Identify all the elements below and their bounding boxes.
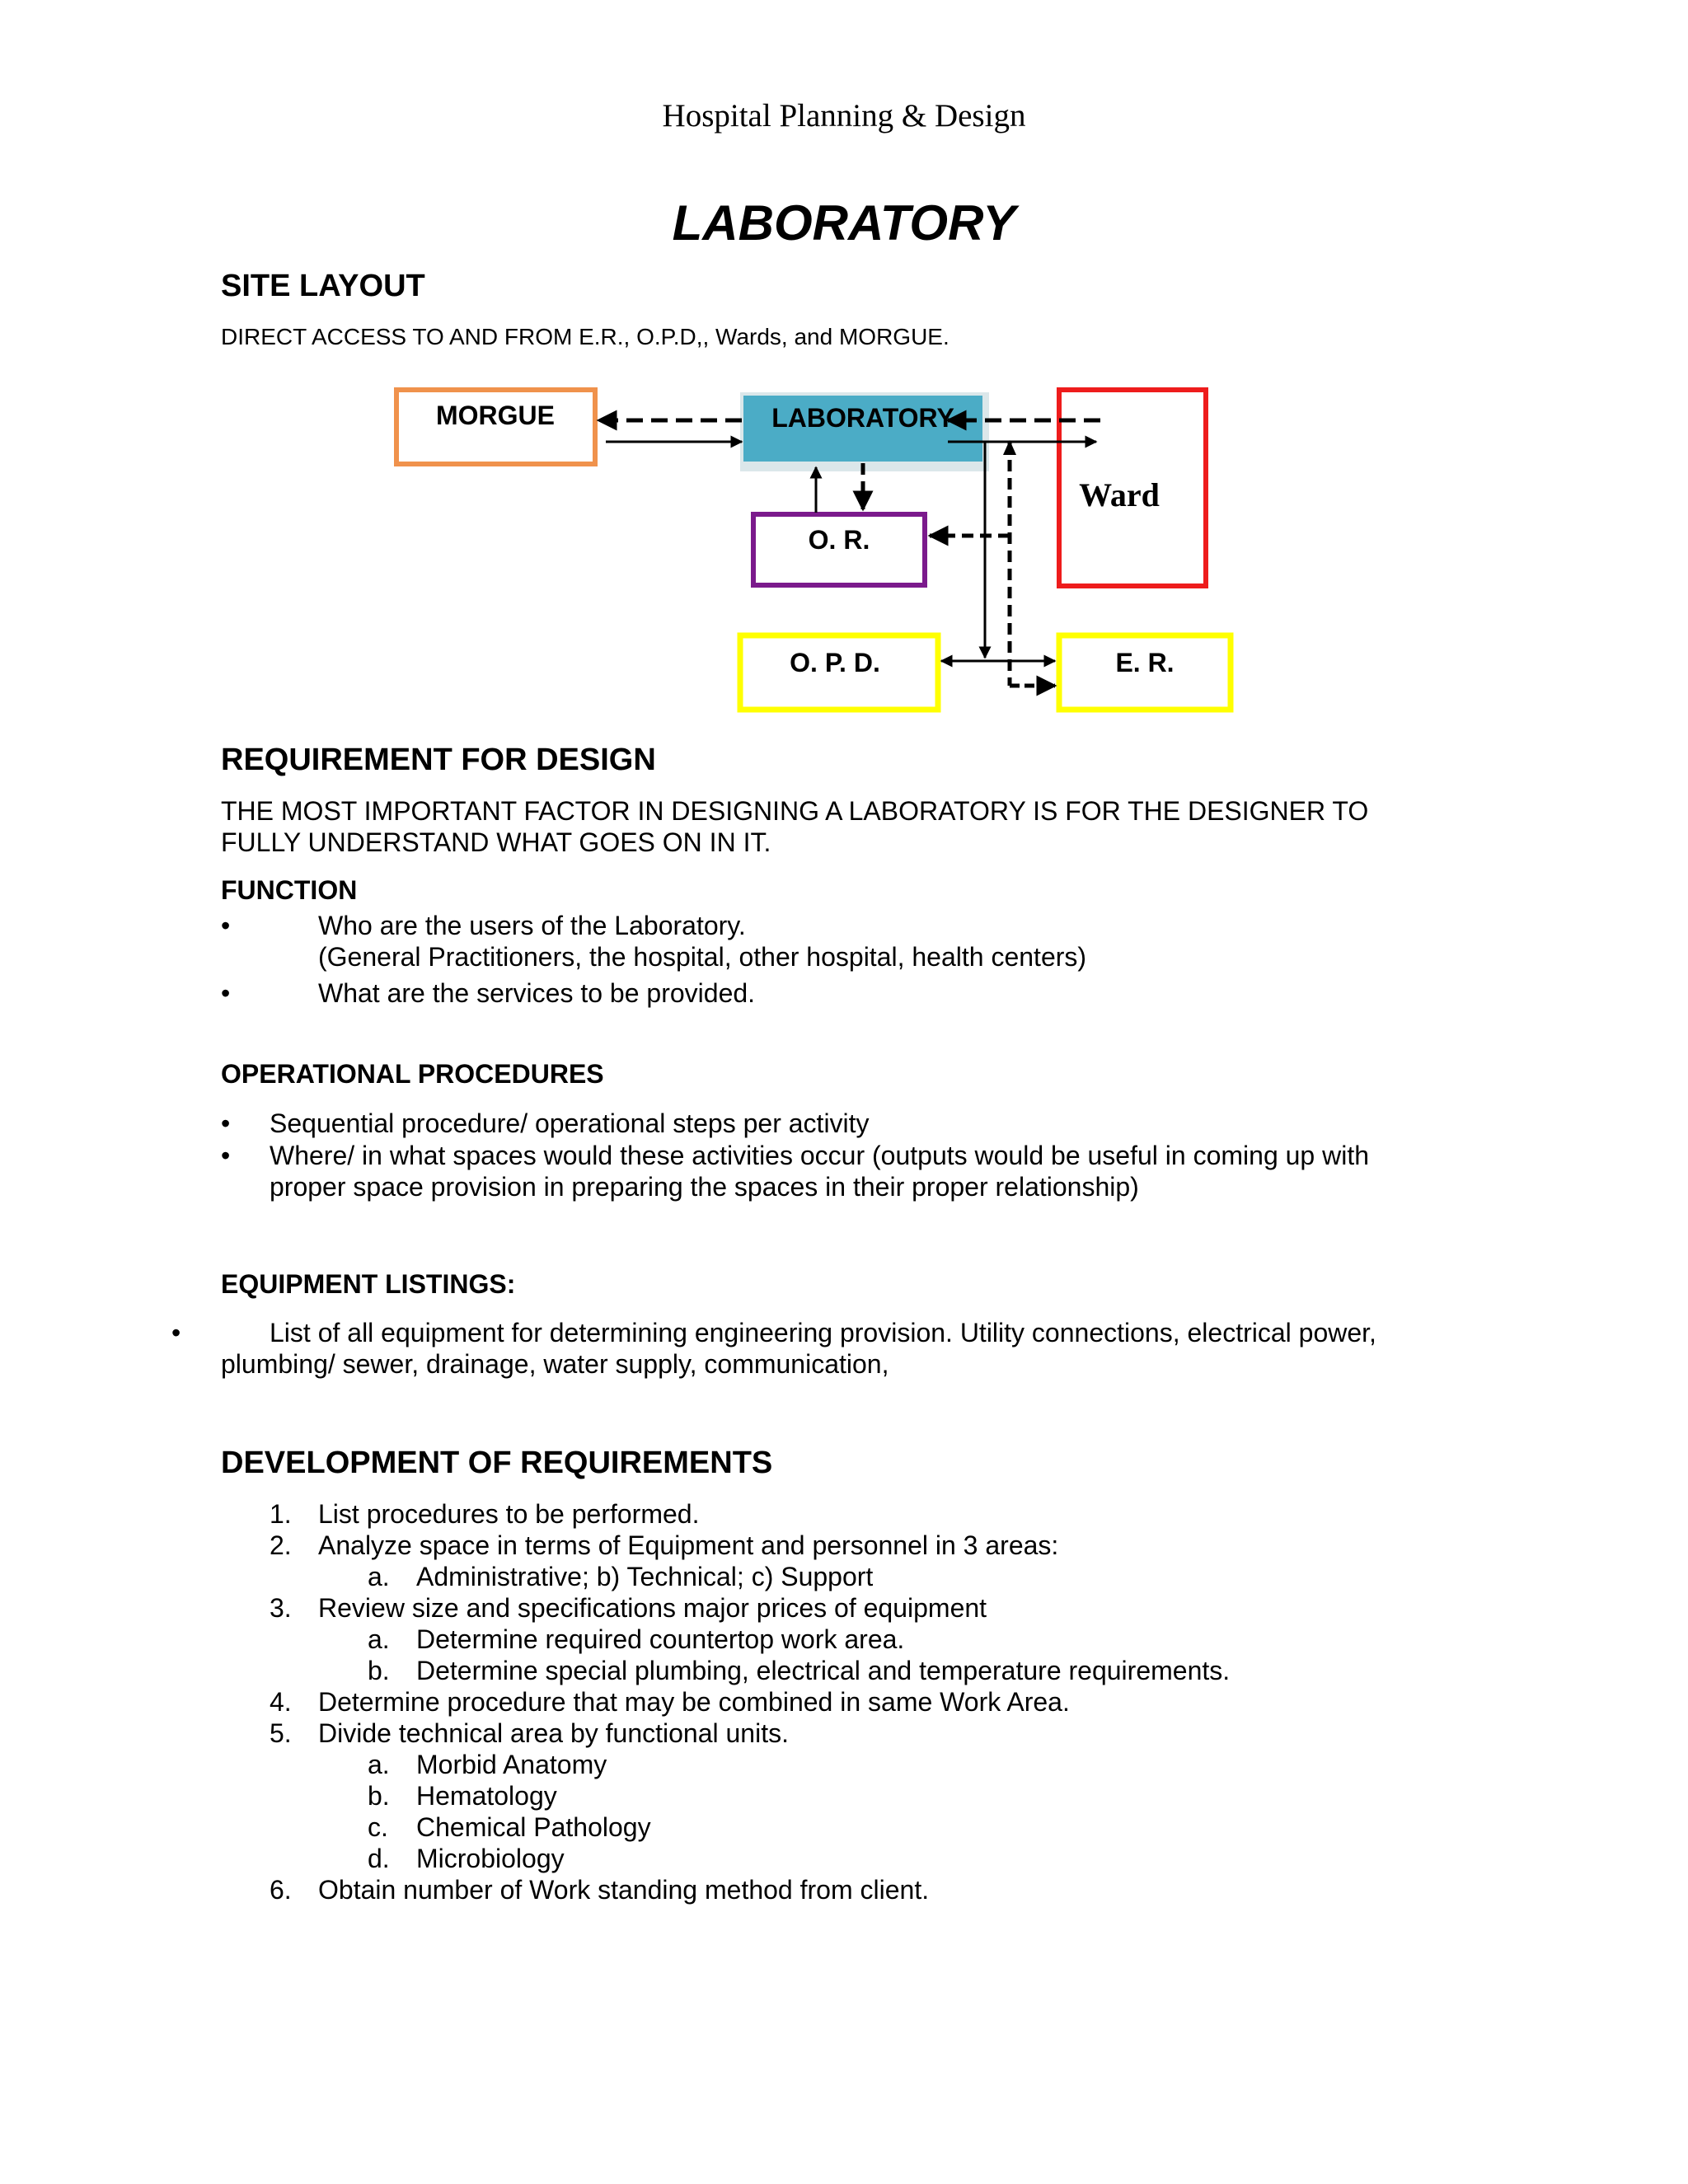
- sublist-marker: a.: [368, 1624, 390, 1654]
- site-layout-heading: SITE LAYOUT: [221, 269, 425, 303]
- sublist-item: Microbiology: [416, 1844, 565, 1873]
- list-item: Determine procedure that may be combined in same Work Area.: [318, 1687, 1070, 1717]
- opd-label: O. P. D.: [790, 648, 880, 677]
- list-marker: 6.: [270, 1875, 292, 1905]
- laboratory-label: LABORATORY: [771, 403, 954, 433]
- list-marker: 5.: [270, 1718, 292, 1748]
- page-title: LABORATORY: [672, 195, 1016, 251]
- sublist-item: Morbid Anatomy: [416, 1750, 607, 1779]
- list-marker: 3.: [270, 1593, 292, 1623]
- bullet: •: [221, 1108, 231, 1138]
- sublist-item: Administrative; b) Technical; c) Support: [416, 1562, 874, 1591]
- sublist-item: Hematology: [416, 1781, 557, 1811]
- list-marker: 1.: [270, 1499, 292, 1529]
- sublist-item: Chemical Pathology: [416, 1812, 651, 1842]
- bullet: •: [221, 911, 231, 940]
- equipment-heading: EQUIPMENT LISTINGS:: [221, 1269, 516, 1299]
- site-layout-diagram: [0, 0, 1688, 742]
- function-item: Who are the users of the Laboratory.: [318, 911, 746, 940]
- function-item: (General Practitioners, the hospital, other hospital, health centers): [318, 942, 1087, 972]
- operational-item: Sequential procedure/ operational steps per activity: [270, 1108, 870, 1138]
- sublist-marker: c.: [368, 1812, 388, 1842]
- list-item: Obtain number of Work standing method from client.: [318, 1875, 930, 1905]
- page-header: Hospital Planning & Design: [662, 98, 1026, 134]
- requirement-heading: REQUIREMENT FOR DESIGN: [221, 743, 656, 777]
- list-item: Divide technical area by functional units.: [318, 1718, 789, 1748]
- sublist-item: Determine required countertop work area.: [416, 1624, 905, 1654]
- site-layout-note: DIRECT ACCESS TO AND FROM E.R., O.P.D,, Wards, and MORGUE.: [221, 324, 950, 349]
- operational-item: Where/ in what spaces would these activities occur (outputs would be useful in coming up with: [270, 1141, 1370, 1170]
- operational-item: proper space provision in preparing the spaces in their proper relationship): [270, 1172, 1139, 1202]
- bullet: •: [221, 1141, 231, 1170]
- sublist-item: Determine special plumbing, electrical and temperature requirements.: [416, 1656, 1231, 1685]
- sublist-marker: a.: [368, 1562, 390, 1591]
- bullet: •: [171, 1318, 181, 1347]
- or-label: O. R.: [808, 525, 870, 555]
- list-marker: 4.: [270, 1687, 292, 1717]
- equipment-line-1: List of all equipment for determining engineering provision. Utility connections, electrical power,: [270, 1318, 1376, 1347]
- er-label: E. R.: [1115, 648, 1175, 677]
- list-item: Review size and specifications major prices of equipment: [318, 1593, 987, 1623]
- requirement-line-2: FULLY UNDERSTAND WHAT GOES ON IN IT.: [221, 827, 771, 857]
- operational-heading: OPERATIONAL PROCEDURES: [221, 1059, 604, 1089]
- development-heading: DEVELOPMENT OF REQUIREMENTS: [221, 1446, 773, 1480]
- sublist-marker: b.: [368, 1656, 390, 1685]
- function-heading: FUNCTION: [221, 875, 358, 905]
- sublist-marker: d.: [368, 1844, 390, 1873]
- morgue-label: MORGUE: [436, 401, 555, 430]
- requirement-line-1: THE MOST IMPORTANT FACTOR IN DESIGNING A LABORATORY IS FOR THE DESIGNER TO: [221, 796, 1369, 826]
- bullet: •: [221, 978, 231, 1008]
- function-item: What are the services to be provided.: [318, 978, 756, 1008]
- list-item: Analyze space in terms of Equipment and personnel in 3 areas:: [318, 1530, 1059, 1560]
- sublist-marker: a.: [368, 1750, 390, 1779]
- equipment-line-2: plumbing/ sewer, drainage, water supply, communication,: [221, 1349, 889, 1379]
- list-item: List procedures to be performed.: [318, 1499, 700, 1529]
- ward-label: Ward: [1079, 476, 1160, 513]
- sublist-marker: b.: [368, 1781, 390, 1811]
- list-marker: 2.: [270, 1530, 292, 1560]
